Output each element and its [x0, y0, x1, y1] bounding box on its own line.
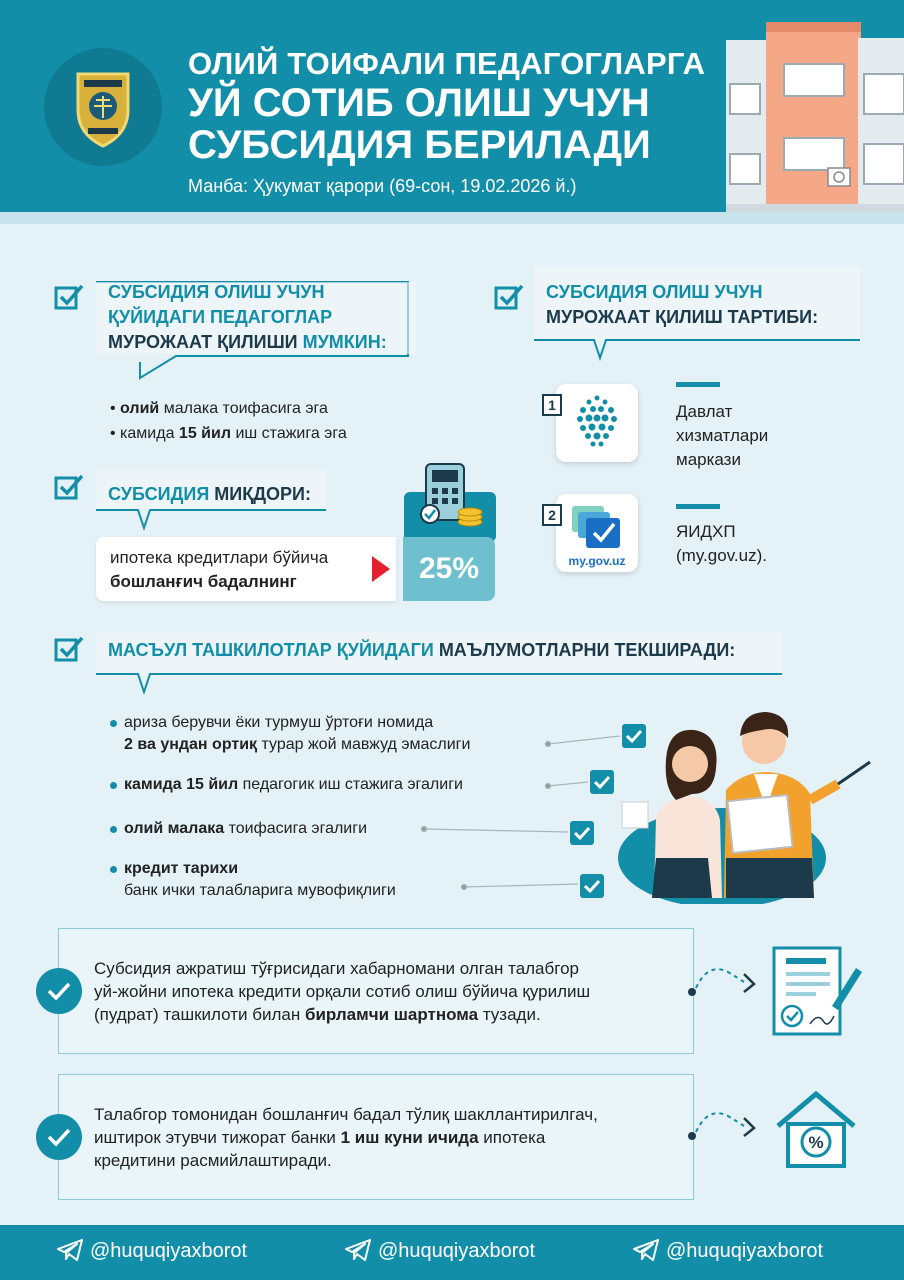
contract-icon [770, 946, 864, 1036]
item-text: тоифасига эгалиги [224, 820, 368, 837]
checkbox-icon [494, 282, 524, 312]
checkbox-icon [54, 634, 84, 664]
note-line: тузади. [478, 1005, 541, 1024]
note-line: кредитини расмийлаштиради. [94, 1151, 332, 1170]
handle-text: @huquqiyaxborot [378, 1240, 536, 1262]
verify-list [110, 712, 630, 912]
header-banner [0, 0, 904, 212]
procedure-heading [546, 280, 818, 330]
note-text-1 [94, 929, 693, 1026]
checkbox-icon [54, 472, 84, 502]
step-text-2 [676, 520, 767, 568]
footer-bar [0, 1225, 904, 1280]
step-text-line: ЯИДХП [676, 522, 736, 541]
note-line: Талабгор томонидан бошланғич бадал тўлиқ шакллантирилгач, [94, 1105, 598, 1124]
item-bold: 15 йил [178, 425, 231, 442]
bullet-dot [110, 866, 117, 873]
item-bold: камида 15 йил [124, 776, 239, 793]
note-box-2 [58, 1074, 694, 1200]
note-text-2 [94, 1075, 693, 1172]
item-text: ариза берувчи ёки турмуш ўртоғи номида [124, 714, 434, 731]
amount-description [96, 537, 396, 601]
amount-head-a: СУБСИДИЯ [108, 484, 215, 504]
step-number-1: 1 [542, 394, 562, 416]
note-box-1 [58, 928, 694, 1054]
step-card-1 [556, 384, 638, 462]
page-title [188, 46, 728, 166]
check-mark-icon [570, 821, 594, 845]
calculator-coins-icon [404, 462, 496, 542]
step-text-line: хизматлари [676, 426, 769, 445]
procedure-head-line1: СУБСИДИЯ ОЛИШ УЧУН [546, 282, 763, 302]
note-line: иштирок этувчи тижорат банки [94, 1128, 341, 1147]
item-text: турар жой мавжуд эмаслиги [257, 736, 471, 753]
amount-text-line2: бошланғич бадалнинг [110, 572, 297, 591]
item-text: иш стажига эга [231, 425, 347, 442]
title-line1: ОЛИЙ ТОИФАЛИ ПЕДАГОГЛАРГА [188, 46, 706, 81]
handle-text: @huquqiyaxborot [666, 1240, 824, 1262]
header-strip [0, 212, 904, 224]
circle-check-icon [36, 968, 82, 1014]
telegram-handle[interactable] [56, 1239, 247, 1263]
check-mark-icon [580, 874, 604, 898]
step-text-line: (my.gov.uz). [676, 546, 767, 565]
eligible-head-line1: СУБСИДИЯ ОЛИШ УЧУН [108, 282, 325, 302]
note-bold: 1 иш куни ичида [340, 1128, 479, 1147]
item-text: педагогик иш стажига эгалиги [238, 776, 463, 793]
telegram-icon [344, 1239, 372, 1261]
eligible-list [110, 396, 347, 446]
circle-check-icon [36, 1114, 82, 1160]
item-bold: 2 ва ундан ортиқ [124, 736, 258, 753]
public-services-logo-icon [556, 384, 638, 462]
subsidy-percent: 25% [403, 537, 495, 601]
eligible-head-line2: ҚУЙИДАГИ ПЕДАГОГЛАР [108, 307, 333, 327]
item-bold: кредит тарихи [124, 860, 239, 877]
note-line: ипотека [478, 1128, 546, 1147]
teachers-illustration [612, 708, 876, 904]
my-gov-logo-text: my.gov.uz [568, 554, 626, 568]
source-note: Манба: Ҳукумат қарори (69-сон, 19.02.2026 й.) [188, 176, 577, 196]
amount-head-b: МИҚДОРИ: [214, 484, 311, 504]
amount-text-line1: ипотека кредитлари бўйича [110, 548, 329, 567]
arrow-right-icon [372, 556, 390, 582]
note-line: (пудрат) ташкилоти билан [94, 1005, 305, 1024]
title-line3: СУБСИДИЯ БЕРИЛАДИ [188, 123, 651, 167]
telegram-icon [632, 1239, 660, 1261]
check-mark-icon [590, 770, 614, 794]
item-bold: олий [120, 400, 160, 417]
dashed-arrow-icon [684, 958, 764, 1002]
bullet-dot [110, 720, 117, 727]
step-text-line: маркази [676, 450, 741, 469]
eligible-head-line3b: МУМКИН: [302, 332, 387, 352]
step-text-1 [676, 400, 768, 472]
title-line2: УЙ СОТИБ ОЛИШ УЧУН [188, 81, 650, 125]
procedure-head-line2: МУРОЖААТ ҚИЛИШ ТАРТИБИ: [546, 307, 819, 327]
verify-head-b: МАЪЛУМОТЛАРНИ ТЕКШИРАДИ: [438, 640, 736, 660]
handle-text: @huquqiyaxborot [90, 1240, 248, 1262]
bullet-dot [110, 826, 117, 833]
building-illustration [726, 18, 904, 212]
house-percent-icon [774, 1090, 858, 1170]
list-item [110, 858, 396, 902]
step-bar [676, 382, 720, 387]
note-line: уй-жойни ипотека кредити орқали сотиб олиш бўйича қурилиш [94, 982, 591, 1001]
list-item [110, 774, 463, 796]
checkbox-icon [54, 282, 84, 312]
verify-heading [108, 638, 735, 663]
item-bold: олий малака [124, 820, 225, 837]
note-line: Субсидия ажратиш тўғрисидаги хабарномани олган талабгор [94, 959, 579, 978]
telegram-handle[interactable] [632, 1239, 823, 1263]
eligible-head-line3a: МУРОЖААТ ҚИЛИШИ [108, 332, 303, 352]
ministry-emblem [44, 48, 162, 166]
item-text: банк ички талабларига мувофиқлиги [124, 882, 396, 899]
list-item: • камида 15 йил иш стажига эга [110, 425, 347, 442]
list-item [110, 818, 367, 840]
bullet-dot [110, 782, 117, 789]
item-text: малака тоифасига эга [159, 400, 328, 417]
svg-text:%: % [808, 1133, 824, 1152]
eligible-heading [108, 280, 387, 355]
step-number-2: 2 [542, 504, 562, 526]
step-bar [676, 504, 720, 509]
step-text-line: Давлат [676, 402, 733, 421]
list-item [110, 712, 470, 756]
telegram-icon [56, 1239, 84, 1261]
dashed-arrow-icon [684, 1102, 764, 1146]
note-bold: бирламчи шартнома [304, 1005, 479, 1024]
verify-head-a: МАСЪУЛ ТАШКИЛОТЛАР ҚУЙИДАГИ [108, 640, 439, 660]
telegram-handle[interactable] [344, 1239, 535, 1263]
list-item: • олий малака тоифасига эга [110, 400, 328, 417]
item-text: камида [120, 425, 179, 442]
step-card-2 [556, 494, 638, 572]
amount-heading [108, 482, 311, 507]
